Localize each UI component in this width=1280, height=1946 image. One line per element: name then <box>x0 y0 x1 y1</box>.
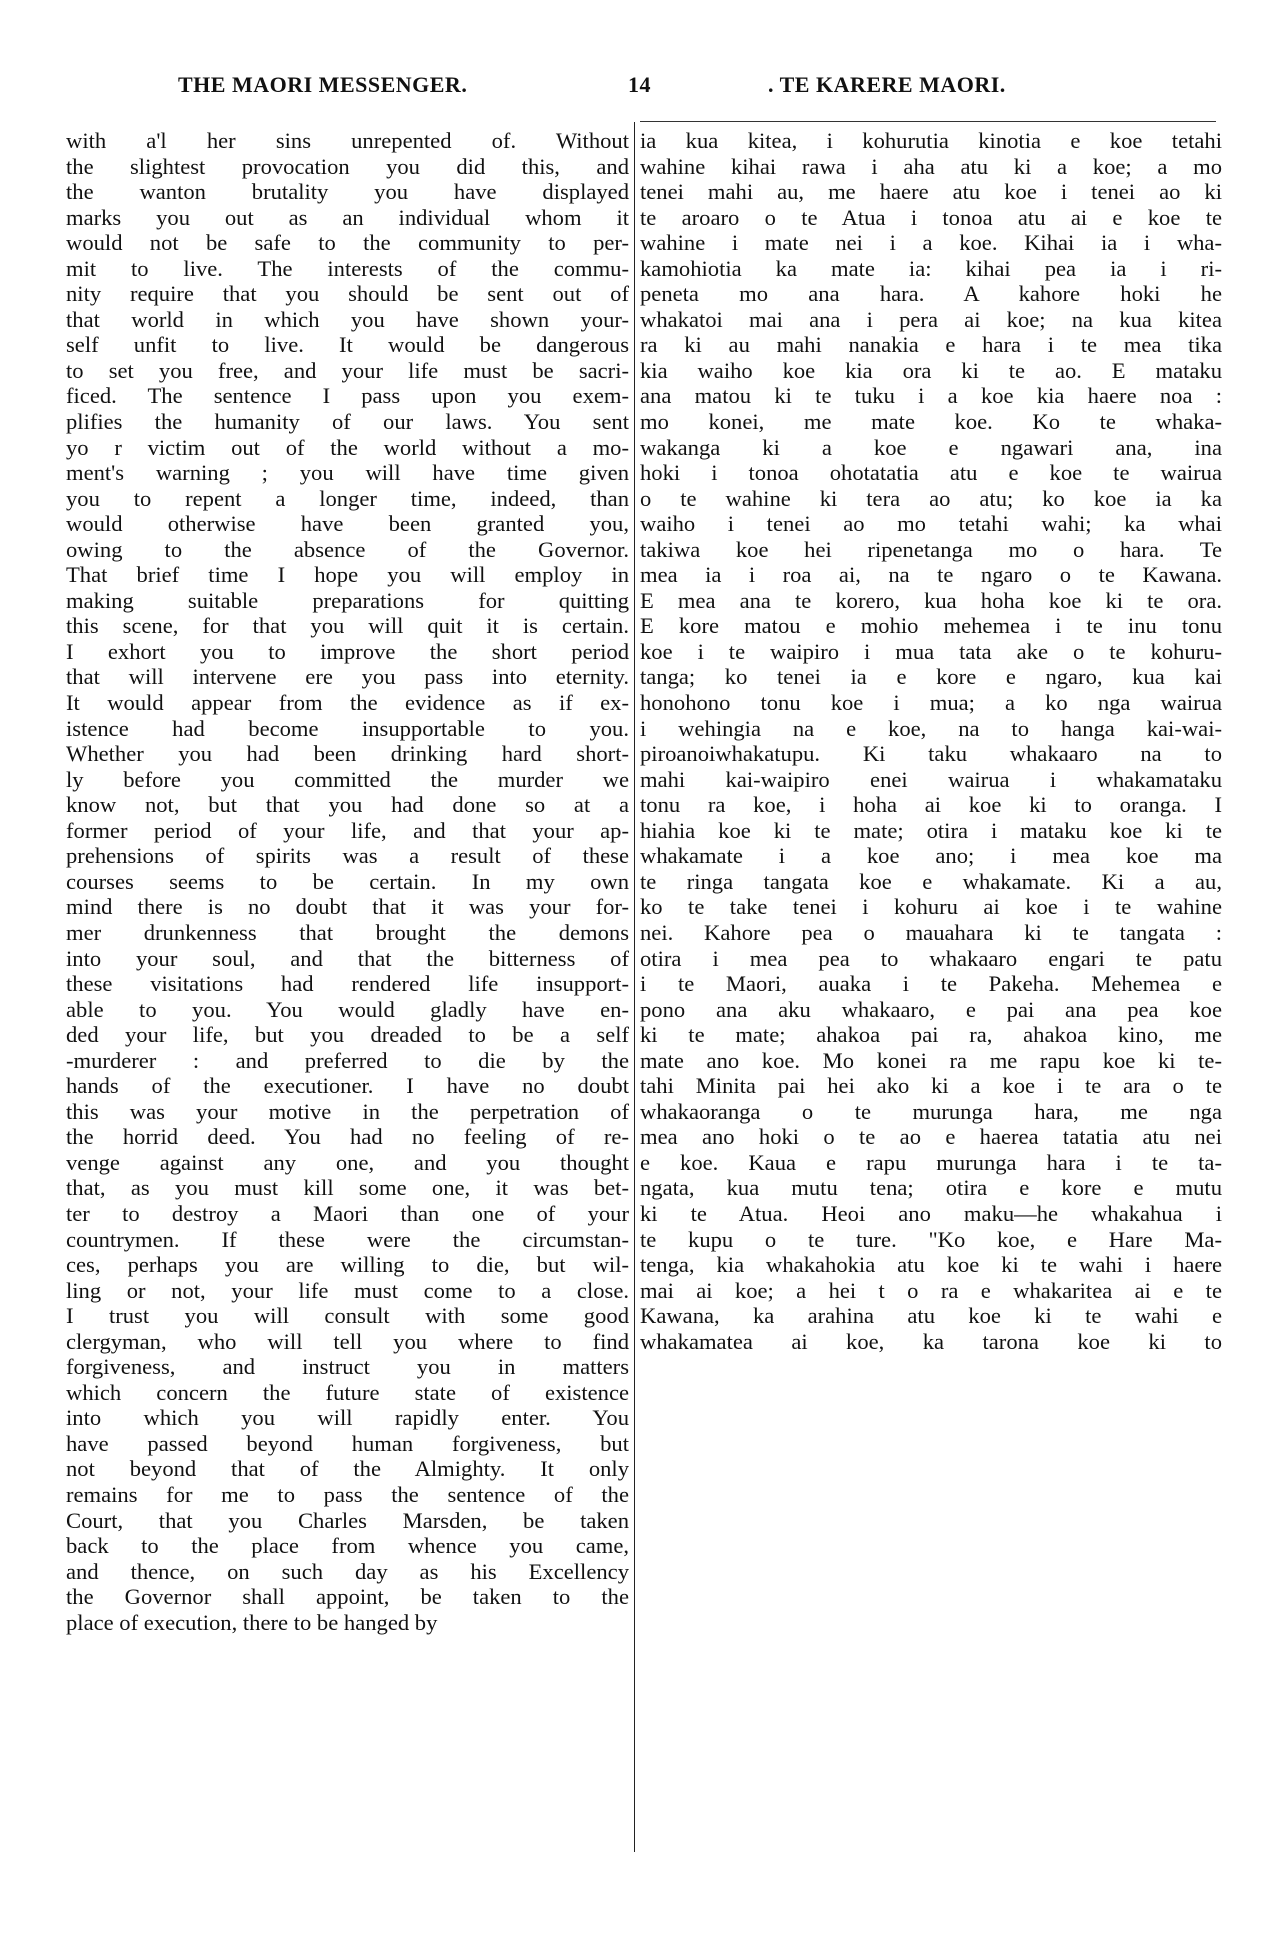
maori-text-line: mo konei, me mate koe. Ko te whaka- <box>640 409 1222 435</box>
english-text-line: which concern the future state of existence <box>66 1379 629 1405</box>
maori-text-line: mea ia i roa ai, na te ngaro o te Kawana. <box>640 562 1222 588</box>
english-text-line: this scene, for that you will quit it is certain. <box>66 613 629 639</box>
english-text-line: I trust you will consult with some good <box>66 1303 629 1329</box>
english-text-line: yo r victim out of the world without a mo- <box>66 434 629 460</box>
english-text-line: hands of the executioner. I have no doubt <box>66 1073 629 1099</box>
maori-text-line: mai ai koe; a hei t o ra e whakaritea ai e te <box>640 1277 1222 1303</box>
english-text-line: Court, that you Charles Marsden, be taken <box>66 1507 629 1533</box>
maori-text-line: E mea ana te korero, kua hoha koe ki te ora. <box>640 587 1222 613</box>
english-text-line: former period of your life, and that your ap- <box>66 817 629 843</box>
maori-text-line: ra ki au mahi nanakia e hara i te mea tika <box>640 332 1222 358</box>
english-text-line: that world in which you have shown your- <box>66 306 629 332</box>
maori-text-line: ko te take tenei i kohuru ai koe i te wahine <box>640 894 1222 920</box>
maori-text-line: i te Maori, auaka i te Pakeha. Mehemea e <box>640 971 1222 997</box>
maori-text-line: whakaoranga o te murunga hara, me nga <box>640 1098 1222 1124</box>
maori-text-line: ana matou ki te tuku i a koe kia haere noa : <box>640 383 1222 409</box>
maori-text-line: e koe. Kaua e rapu murunga hara i te ta- <box>640 1149 1222 1175</box>
english-text-line: the wanton brutality you have displayed <box>66 179 629 205</box>
maori-text-line: mea ano hoki o te ao e haerea tatatia atu nei <box>640 1124 1222 1150</box>
english-text-line: clergyman, who will tell you where to find <box>66 1328 629 1354</box>
english-text-line: ded your life, but you dreaded to be a self <box>66 1022 629 1048</box>
english-text-line: ment's warning ; you will have time given <box>66 460 629 486</box>
maori-text-line: wahine i mate nei i a koe. Kihai ia i wha- <box>640 230 1222 256</box>
maori-text-line: piroanoiwhakatupu. Ki taku whakaaro na to <box>640 741 1222 767</box>
maori-text-line: otira i mea pea to whakaaro engari te patu <box>640 945 1222 971</box>
english-text-line: self unfit to live. It would be dangerous <box>66 332 629 358</box>
english-text-line: would otherwise have been granted you, <box>66 511 629 537</box>
english-text-line: not beyond that of the Almighty. It only <box>66 1456 629 1482</box>
maori-text-line: tahi Minita pai hei ako ki a koe i te ara o te <box>640 1073 1222 1099</box>
maori-column <box>640 128 1222 1354</box>
english-text-line: the slightest provocation you did this, and <box>66 153 629 179</box>
english-text-line: ling or not, your life must come to a close. <box>66 1277 629 1303</box>
english-text-line: you to repent a longer time, indeed, than <box>66 485 629 511</box>
maori-text-line: ngata, kua mutu tena; otira e kore e mutu <box>640 1175 1222 1201</box>
english-text-line: ly before you committed the murder we <box>66 766 629 792</box>
maori-text-line: mate ano koe. Mo konei ra me rapu koe ki te- <box>640 1047 1222 1073</box>
maori-text-line: ki te mate; ahakoa pai ra, ahakoa kino, me <box>640 1022 1222 1048</box>
english-text-line: owing to the absence of the Governor. <box>66 536 629 562</box>
maori-text-line: honohono tonu koe i mua; a ko nga wairua <box>640 690 1222 716</box>
column-divider <box>634 122 635 1852</box>
maori-text-line: ia kua kitea, i kohurutia kinotia e koe tetahi <box>640 128 1222 153</box>
english-text-line: mer drunkenness that brought the demons <box>66 919 629 945</box>
english-text-line: these visitations had rendered life insupport- <box>66 971 629 997</box>
english-text-line: making suitable preparations for quitting <box>66 587 629 613</box>
maori-text-line: tenga, kia whakahokia atu koe ki te wahi i haere <box>640 1252 1222 1278</box>
english-text-line: able to you. You would gladly have en- <box>66 996 629 1022</box>
english-text-line: ficed. The sentence I pass upon you exem- <box>66 383 629 409</box>
maori-text-line: te kupu o te ture. "Ko koe, e Hare Ma- <box>640 1226 1222 1252</box>
english-text-line: It would appear from the evidence as if ex- <box>66 690 629 716</box>
english-text-line: countrymen. If these were the circumstan- <box>66 1226 629 1252</box>
header-title-english: THE MAORI MESSENGER. <box>178 72 468 97</box>
maori-text-line: wahine kihai rawa i aha atu ki a koe; a mo <box>640 153 1222 179</box>
maori-text-line: waiho i tenei ao mo tetahi wahi; ka whai <box>640 511 1222 537</box>
english-text-line: and thence, on such day as his Excellency <box>66 1558 629 1584</box>
english-text-line: plifies the humanity of our laws. You sent <box>66 409 629 435</box>
maori-text-line: hoki i tonoa ohotatatia atu e koe te wairua <box>640 460 1222 486</box>
maori-text-line: pono ana aku whakaaro, e pai ana pea koe <box>640 996 1222 1022</box>
english-text-line: istence had become insupportable to you. <box>66 715 629 741</box>
english-text-line: That brief time I hope you will employ in <box>66 562 629 588</box>
running-header <box>0 72 1280 112</box>
english-text-line: ter to destroy a Maori than one of your <box>66 1200 629 1226</box>
english-text-line: this was your motive in the perpetration of <box>66 1098 629 1124</box>
page-number: 14 <box>628 72 651 97</box>
maori-text-line: wakanga ki a koe e ngawari ana, ina <box>640 434 1222 460</box>
maori-text-line: ki te Atua. Heoi ano maku—he whakahua i <box>640 1200 1222 1226</box>
maori-text-line: nei. Kahore pea o mauahara ki te tangata : <box>640 919 1222 945</box>
english-text-line: back to the place from whence you came, <box>66 1533 629 1559</box>
header-title-maori: . TE KARERE MAORI. <box>768 72 1006 97</box>
english-text-line: prehensions of spirits was a result of these <box>66 843 629 869</box>
maori-text-line: mahi kai-waipiro enei wairua i whakamataku <box>640 766 1222 792</box>
english-column <box>66 128 629 1635</box>
english-text-line: would not be safe to the community to per- <box>66 230 629 256</box>
maori-text-line: whakatoi mai ana i pera ai koe; na kua kitea <box>640 306 1222 332</box>
english-text-line: remains for me to pass the sentence of the <box>66 1481 629 1507</box>
english-text-line: into your soul, and that the bitterness of <box>66 945 629 971</box>
maori-text-line: tanga; ko tenei ia e kore e ngaro, kua kai <box>640 664 1222 690</box>
top-rule <box>640 121 1216 122</box>
english-text-line: I exhort you to improve the short period <box>66 638 629 664</box>
maori-text-line: whakamate i a koe ano; i mea koe ma <box>640 843 1222 869</box>
english-text-line: mind there is no doubt that it was your for- <box>66 894 629 920</box>
english-text-line: Whether you had been drinking hard short- <box>66 741 629 767</box>
english-text-line: courses seems to be certain. In my own <box>66 868 629 894</box>
maori-text-line: kamohiotia ka mate ia: kihai pea ia i ri- <box>640 255 1222 281</box>
maori-text-line: te aroaro o te Atua i tonoa atu ai e koe te <box>640 204 1222 230</box>
english-text-line: that, as you must kill some one, it was bet- <box>66 1175 629 1201</box>
maori-text-line: o te wahine ki tera ao atu; ko koe ia ka <box>640 485 1222 511</box>
english-text-line: the Governor shall appoint, be taken to the <box>66 1584 629 1610</box>
english-text-line: that will intervene ere you pass into eternity. <box>66 664 629 690</box>
english-text-line: the horrid deed. You had no feeling of re- <box>66 1124 629 1150</box>
english-text-line: have passed beyond human forgiveness, but <box>66 1430 629 1456</box>
maori-text-line: te ringa tangata koe e whakamate. Ki a au, <box>640 868 1222 894</box>
english-text-line: with a'l her sins unrepented of. Without <box>66 128 629 153</box>
maori-text-line: whakamatea ai koe, ka tarona koe ki to <box>640 1328 1222 1354</box>
english-text-line: marks you out as an individual whom it <box>66 204 629 230</box>
maori-text-line: tonu ra koe, i hoha ai koe ki to oranga. I <box>640 792 1222 818</box>
maori-text-line: takiwa koe hei ripenetanga mo o hara. Te <box>640 536 1222 562</box>
maori-text-line: i wehingia na e koe, na to hanga kai-wai- <box>640 715 1222 741</box>
maori-text-line: peneta mo ana hara. A kahore hoki he <box>640 281 1222 307</box>
english-text-line: to set you free, and your life must be sacri- <box>66 357 629 383</box>
english-text-line: ces, perhaps you are willing to die, but wil- <box>66 1252 629 1278</box>
english-text-line: -murderer : and preferred to die by the <box>66 1047 629 1073</box>
english-text-line: into which you will rapidly enter. You <box>66 1405 629 1431</box>
english-text-line: forgiveness, and instruct you in matters <box>66 1354 629 1380</box>
english-text-line: nity require that you should be sent out of <box>66 281 629 307</box>
maori-text-line: E kore matou e mohio mehemea i te inu tonu <box>640 613 1222 639</box>
english-text-line: place of execution, there to be hanged by <box>66 1609 438 1635</box>
english-text-line: mit to live. The interests of the commu- <box>66 255 629 281</box>
maori-text-line: hiahia koe ki te mate; otira i mataku koe ki te <box>640 817 1222 843</box>
english-text-line: know not, but that you had done so at a <box>66 792 629 818</box>
maori-text-line: koe i te waipiro i mua tata ake o te kohuru- <box>640 638 1222 664</box>
english-text-line: venge against any one, and you thought <box>66 1149 629 1175</box>
maori-text-line: tenei mahi au, me haere atu koe i tenei ao ki <box>640 179 1222 205</box>
maori-text-line: Kawana, ka arahina atu koe ki te wahi e <box>640 1303 1222 1329</box>
maori-text-line: kia waiho koe kia ora ki te ao. E mataku <box>640 357 1222 383</box>
